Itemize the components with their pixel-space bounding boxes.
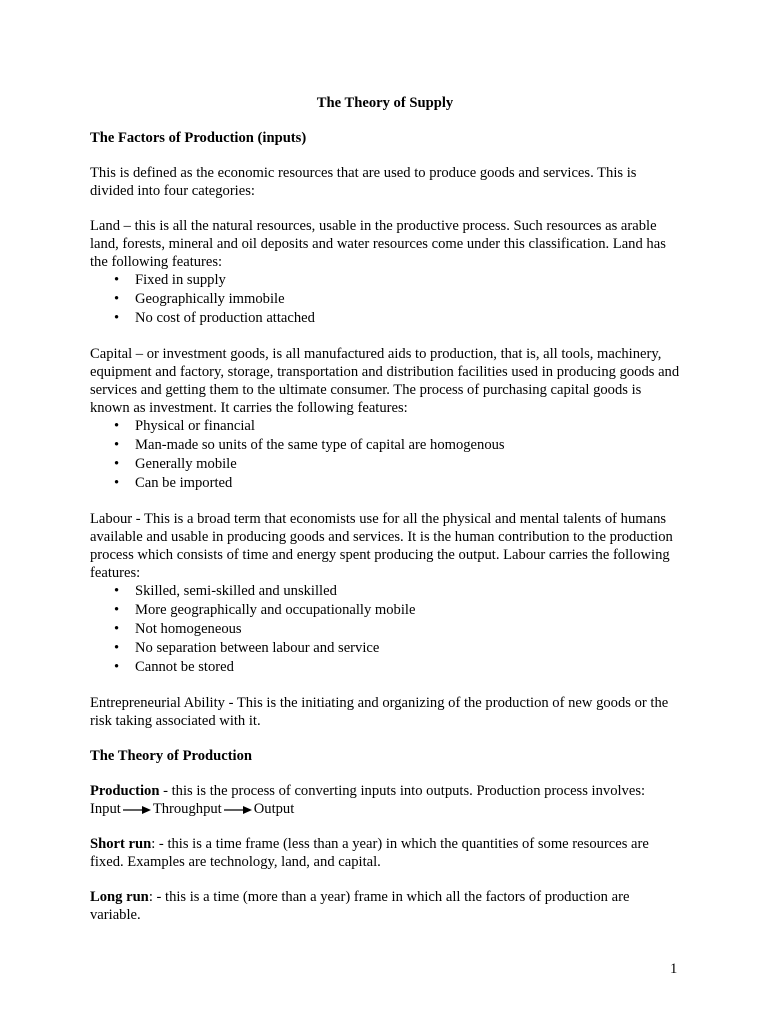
factors-heading: The Factors of Production (inputs)	[90, 130, 307, 146]
list-item: • More geographically and occupationally mobile	[114, 602, 416, 618]
bullet-icon: •	[114, 659, 120, 675]
bullet-icon: •	[114, 475, 120, 491]
bullet-icon: •	[114, 640, 120, 656]
document-page	[90, 94, 680, 941]
list-item: • Man-made so units of the same type of capital are homogenous	[114, 437, 505, 453]
labour-features-list	[90, 582, 680, 677]
production-theory-heading: The Theory of Production	[90, 748, 253, 764]
right-arrow-icon	[123, 805, 151, 815]
bullet-icon: •	[114, 418, 120, 434]
production-term: Production	[90, 783, 160, 799]
bullet-icon: •	[114, 583, 120, 599]
flow-step-input: Input	[90, 801, 121, 817]
list-item: • Generally mobile	[114, 456, 237, 472]
list-item: • No cost of production attached	[114, 310, 315, 326]
list-item: • No separation between labour and service	[114, 640, 380, 656]
capital-features-list	[90, 417, 680, 493]
capital-paragraph: Capital – or investment goods, is all manufactured aids to production, that is, all tools, machinery, equipment and factory, storage, transportation and distribution facilities used in producing goods and services and getting them to the ultimate consumer. The process of purchasing capital goods is known as investment. It carries the following features:	[90, 346, 680, 416]
bullet-icon: •	[114, 310, 120, 326]
land-features-list	[90, 271, 680, 328]
bullet-icon: •	[114, 456, 120, 472]
labour-paragraph: Labour - This is a broad term that economists use for all the physical and mental talents of humans available and usable in producing goods and services. It is the human contribution to the production process which consists of time and energy spent producing the output. Labour carries the following features:	[90, 511, 673, 581]
list-item: • Cannot be stored	[114, 659, 234, 675]
page-number: 1	[670, 961, 678, 977]
long-run-term: Long run	[90, 889, 149, 905]
bullet-icon: •	[114, 291, 120, 307]
long-run-definition: : - this is a time (more than a year) frame in which all the factors of production are variable.	[90, 889, 630, 923]
bullet-icon: •	[114, 272, 120, 288]
flow-step-throughput: Throughput	[152, 801, 222, 817]
list-item: • Not homogeneous	[114, 621, 242, 637]
long-run-paragraph	[90, 888, 680, 924]
page-title: The Theory of Supply	[316, 95, 454, 111]
production-definition: - this is the process of converting inputs into outputs. Production process involves:	[159, 783, 646, 799]
list-item: • Physical or financial	[114, 418, 255, 434]
entrepreneurial-paragraph: Entrepreneurial Ability - This is the initiating and organizing of the production of new goods or the risk taking associated with it.	[90, 695, 669, 729]
factors-intro: This is defined as the economic resources that are used to produce goods and services. This is divided into four categories:	[90, 165, 637, 199]
short-run-definition: : - this is a time frame (less than a year) in which the quantities of some resources are fixed. Examples are technology, land, and capital.	[90, 836, 649, 870]
right-arrow-icon	[224, 805, 252, 815]
land-paragraph: Land – this is all the natural resources, usable in the productive process. Such resources as arable land, forests, mineral and oil deposits and water resources come under this classification. Land has the following features:	[90, 218, 666, 270]
bullet-icon: •	[114, 602, 120, 618]
bullet-icon: •	[114, 621, 120, 637]
short-run-paragraph	[90, 835, 680, 871]
list-item: • Fixed in supply	[114, 272, 226, 288]
flow-step-output: Output	[253, 801, 295, 817]
list-item: • Skilled, semi-skilled and unskilled	[114, 583, 337, 599]
list-item: • Geographically immobile	[114, 291, 285, 307]
bullet-icon: •	[114, 437, 120, 453]
list-item: • Can be imported	[114, 475, 233, 491]
production-paragraph	[90, 782, 680, 818]
short-run-term: Short run	[90, 836, 152, 852]
